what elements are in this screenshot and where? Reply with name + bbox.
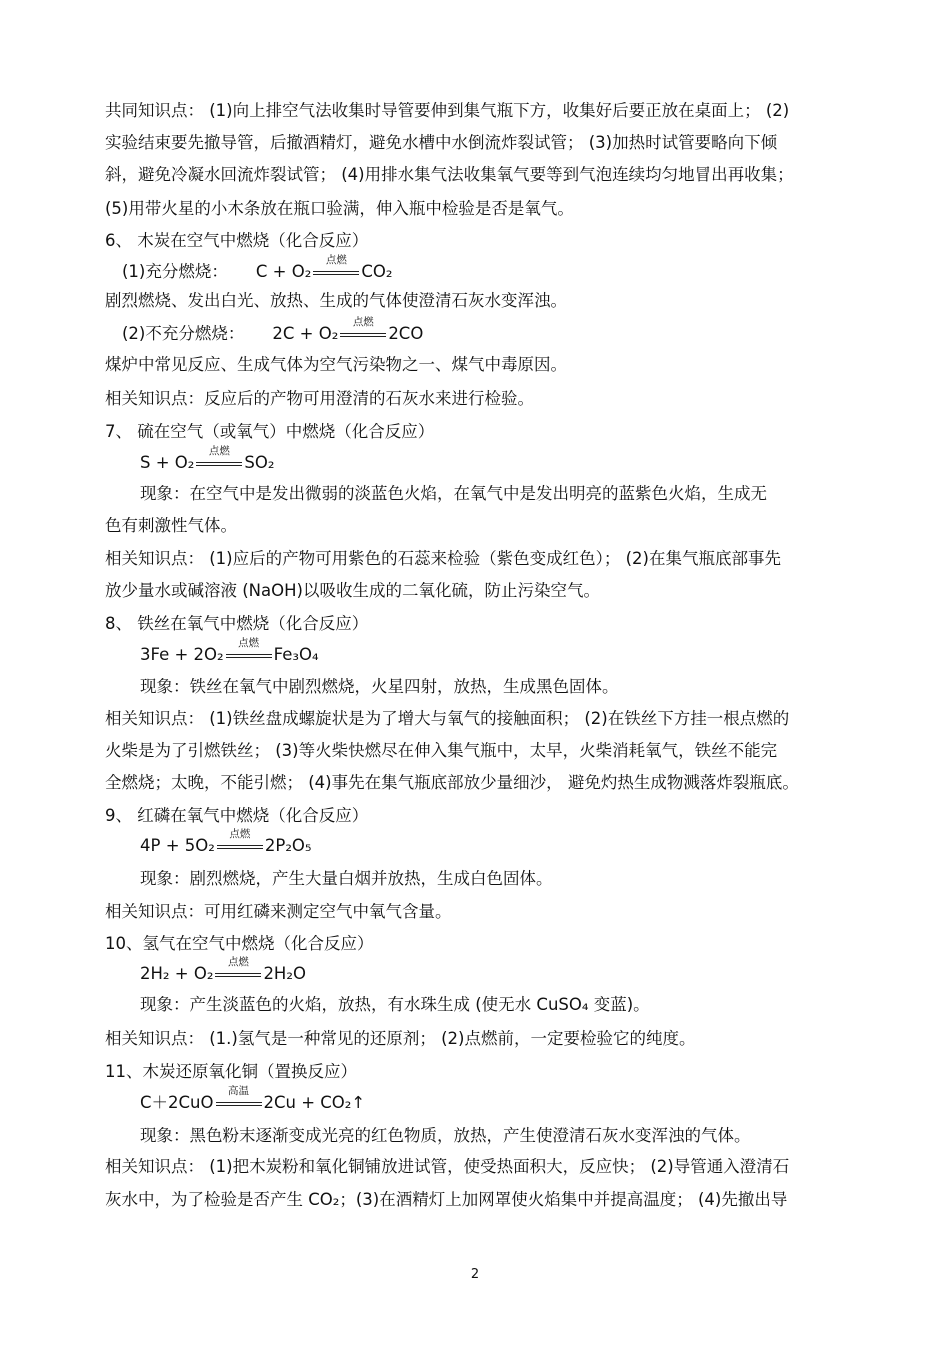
- text-line: 相关知识点：反应后的产物可用澄清的石灰水来进行检验。: [105, 389, 534, 408]
- text-line: 实验结束要先撤导管，后撤酒精灯，避免水槽中水倒流炸裂试管； (3)加热时试管要略向下倾: [105, 133, 778, 152]
- text-line: 共同知识点： (1)向上排空气法收集时导管要伸到集气瓶下方，收集好后要正放在桌面上； (2): [105, 101, 790, 120]
- text-line: (5)用带火星的小木条放在瓶口验满，伸入瓶中检验是否是氧气。: [105, 199, 574, 218]
- text-line: 9、 红磷在氧气中燃烧（化合反应）: [105, 806, 369, 825]
- text-line: 全燃烧；太晚，不能引燃； (4)事先在集气瓶底部放少量细沙， 避免灼热生成物溅落炸裂瓶底。: [105, 773, 799, 792]
- text-line: 灰水中，为了检验是否产生 CO₂；(3)在酒精灯上加网罩使火焰集中并提高温度； (4)先撤出导: [105, 1190, 788, 1209]
- text-line: 相关知识点： (1)应后的产物可用紫色的石蕊来检验（紫色变成红色）； (2)在集气瓶底部事先: [105, 549, 781, 568]
- text-line: 斜，避免冷凝水回流炸裂试管； (4)用排水集气法收集氧气要等到气泡连续均匀地冒出再收集；: [105, 165, 794, 184]
- reaction-arrow: [217, 828, 263, 856]
- equal-line: [216, 1102, 262, 1103]
- equal-line: [340, 336, 386, 337]
- equal-line: [226, 654, 272, 655]
- text-line: 现象：产生淡蓝色的火焰，放热，有水珠生成 (使无水 CuSO₄ 变蓝)。: [140, 995, 650, 1014]
- reaction-condition: 点燃: [229, 828, 251, 840]
- text-line: 相关知识点： (1.)氢气是一种常见的还原剂； (2)点燃前，一定要检验它的纯度。: [105, 1029, 696, 1048]
- equal-line: [313, 274, 359, 275]
- reaction-condition: 高温: [228, 1085, 249, 1097]
- equation-products: Fe₃O₄: [273, 645, 319, 664]
- reaction-arrow: [340, 316, 386, 344]
- equal-line: [216, 1105, 262, 1106]
- chemical-equation: [122, 316, 424, 344]
- reaction-arrow: [215, 956, 261, 984]
- equation-label: (2)不充分燃烧：: [122, 324, 245, 343]
- equation-reactants: S + O₂: [140, 453, 195, 472]
- equation-reactants: 4P + 5O₂: [140, 836, 215, 855]
- page-number: 2: [470, 1267, 480, 1282]
- equation-reactants: 2C + O₂: [272, 324, 339, 343]
- equal-line: [196, 462, 242, 463]
- equal-line: [217, 848, 263, 849]
- text-line: 10、氢气在空气中燃烧（化合反应）: [105, 934, 374, 953]
- equation-products: 2P₂O₅: [264, 836, 312, 855]
- equation-products: SO₂: [244, 453, 275, 472]
- reaction-condition: 点燃: [238, 637, 260, 649]
- text-line: 剧烈燃烧、发出白光、放热、生成的气体使澄清石灰水变浑浊。: [105, 291, 567, 310]
- equation-label: (1)充分燃烧：: [122, 262, 228, 281]
- chemical-equation: [140, 637, 319, 665]
- text-line: 现象：铁丝在氧气中剧烈燃烧，火星四射，放热，生成黑色固体。: [140, 677, 619, 696]
- reaction-arrow: [196, 445, 242, 473]
- text-line: 煤炉中常见反应、生成气体为空气污染物之一、煤气中毒原因。: [105, 355, 567, 374]
- equal-line: [313, 271, 359, 272]
- text-line: 11、木炭还原氧化铜（置换反应）: [105, 1062, 357, 1081]
- text-line: 7、 硫在空气（或氧气）中燃烧（化合反应）: [105, 422, 435, 441]
- text-line: 现象：黑色粉末逐渐变成光亮的红色物质，放热，产生使澄清石灰水变浑浊的气体。: [140, 1126, 751, 1145]
- text-line: 现象：在空气中是发出微弱的淡蓝色火焰，在氧气中是发出明亮的蓝紫色火焰，生成无: [140, 484, 767, 503]
- equation-reactants: C＋2CuO: [140, 1093, 214, 1112]
- reaction-condition: 点燃: [208, 445, 230, 457]
- equation-reactants: 3Fe + 2O₂: [140, 645, 224, 664]
- equal-line: [340, 333, 386, 334]
- equation-products: 2H₂O: [263, 964, 306, 983]
- reaction-arrow: [313, 254, 359, 282]
- equation-products: CO₂: [361, 262, 393, 281]
- equal-line: [215, 976, 261, 977]
- text-line: 现象：剧烈燃烧，产生大量白烟并放热，生成白色固体。: [140, 869, 553, 888]
- text-line: 色有刺激性气体。: [105, 516, 237, 535]
- text-line: 相关知识点： (1)把木炭粉和氧化铜铺放进试管，使受热面积大，反应快； (2)导管通入澄清石: [105, 1157, 790, 1176]
- chemical-equation: [140, 1085, 366, 1113]
- text-line: 放少量水或碱溶液 (NaOH)以吸收生成的二氧化硫，防止污染空气。: [105, 581, 600, 600]
- equation-reactants: 2H₂ + O₂: [140, 964, 214, 983]
- text-line: 6、 木炭在空气中燃烧（化合反应）: [105, 231, 369, 250]
- equation-products: 2CO: [388, 324, 424, 343]
- reaction-condition: 点燃: [325, 254, 347, 266]
- equal-line: [226, 657, 272, 658]
- equal-line: [196, 465, 242, 466]
- chemical-equation: [140, 445, 275, 473]
- text-line: 相关知识点：可用红磷来测定空气中氧气含量。: [105, 902, 452, 921]
- equal-line: [215, 973, 261, 974]
- reaction-arrow: [226, 637, 272, 665]
- text-line: 8、 铁丝在氧气中燃烧（化合反应）: [105, 614, 369, 633]
- text-line: 火柴是为了引燃铁丝； (3)等火柴快燃尽在伸入集气瓶中，太早，火柴消耗氧气，铁丝不能完: [105, 741, 778, 760]
- chemical-equation: [122, 254, 393, 282]
- reaction-condition: 点燃: [227, 956, 249, 968]
- equal-line: [217, 845, 263, 846]
- chemical-equation: [140, 956, 306, 984]
- equation-products: 2Cu + CO₂↑: [263, 1093, 366, 1112]
- reaction-condition: 点燃: [352, 316, 374, 328]
- chemical-equation: [140, 828, 312, 856]
- equation-reactants: C + O₂: [255, 262, 312, 281]
- reaction-arrow: [216, 1085, 262, 1113]
- text-line: 相关知识点： (1)铁丝盘成螺旋状是为了增大与氧气的接触面积； (2)在铁丝下方挂一根点燃的: [105, 709, 790, 728]
